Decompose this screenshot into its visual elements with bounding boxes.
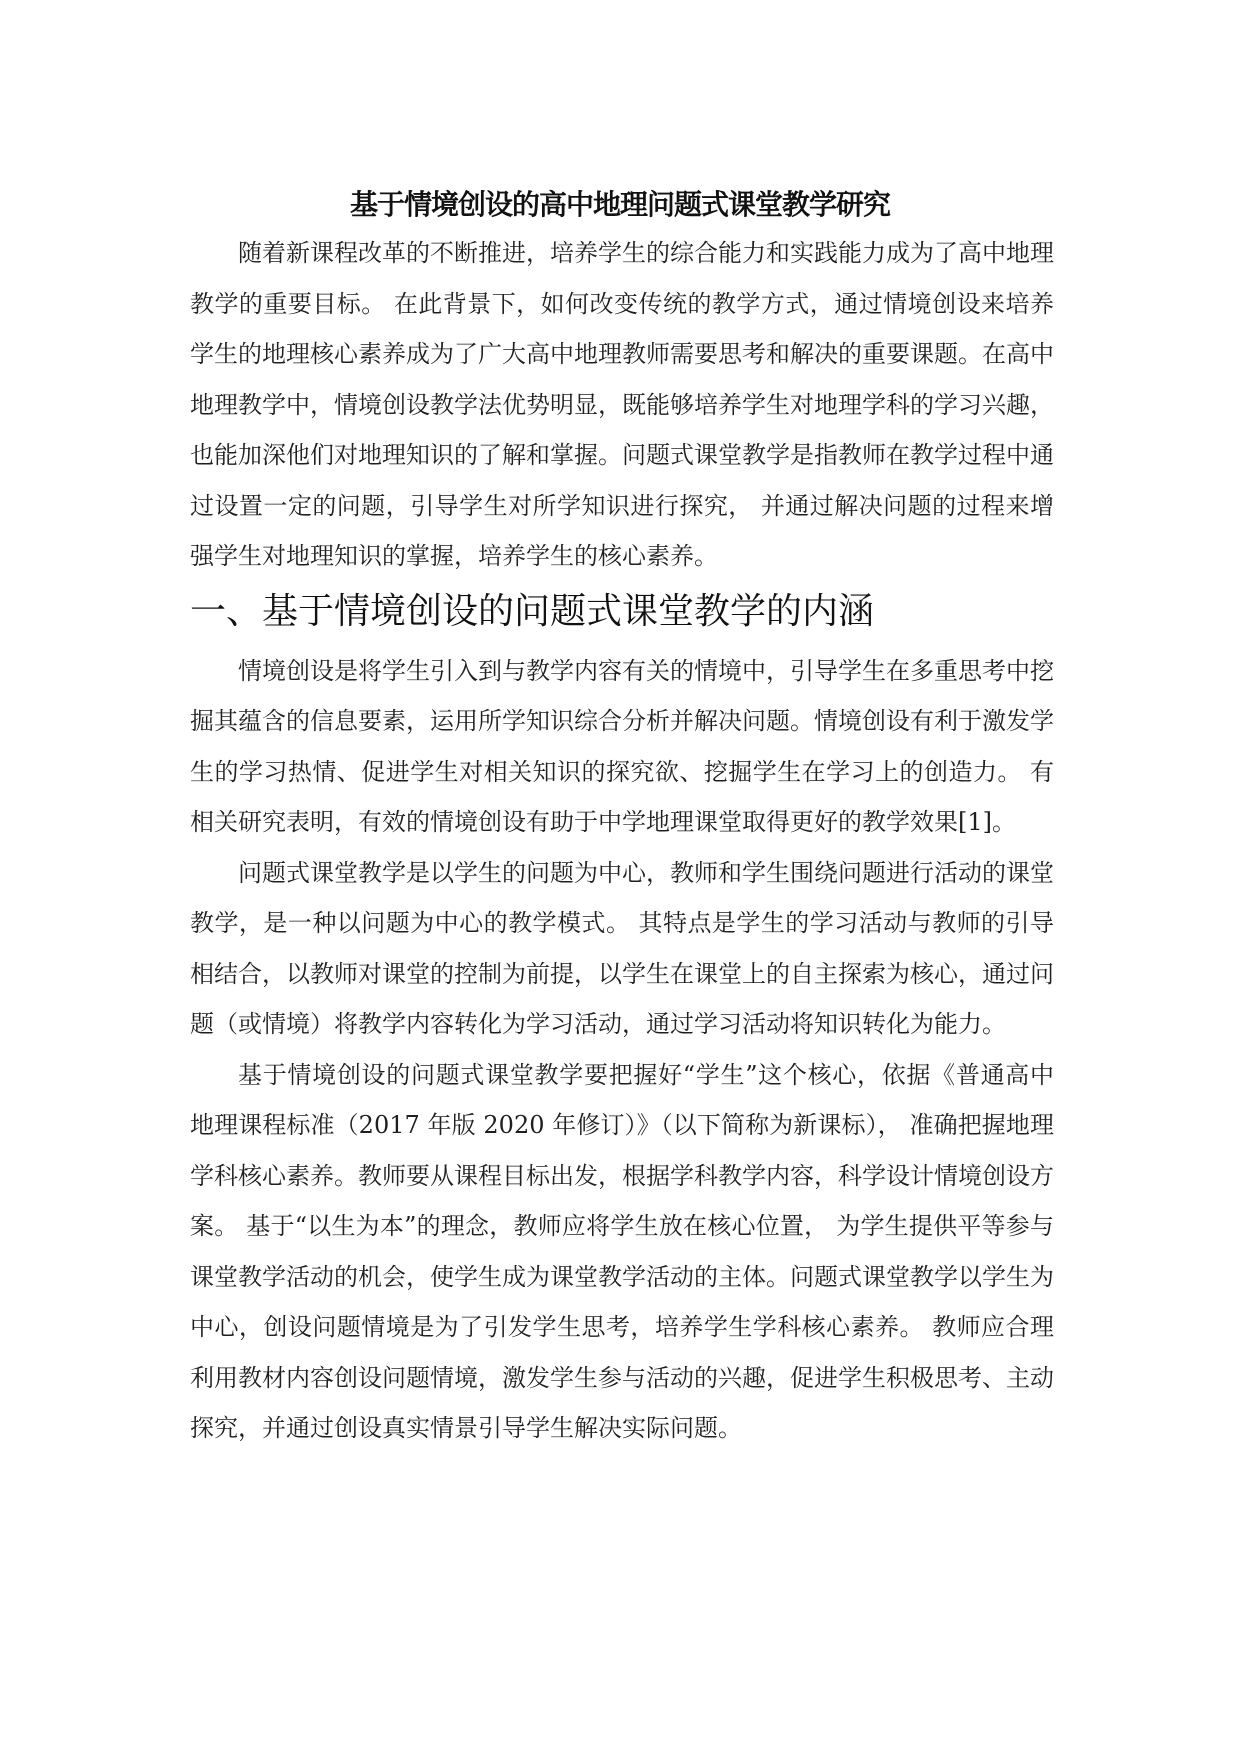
section-heading: 一、基于情境创设的问题式课堂教学的内涵 [190,590,875,632]
document-title: 基于情境创设的高中地理问题式课堂教学研究 [349,187,890,221]
body-paragraph-1: 情境创设是将学生引入到与教学内容有关的情境中，引导学生在多重思考中挖掘其蕴含的信息要素，运用所学知识综合分析并解决问题。情境创设有利于激发学生的学习热情、促进学生对相关知识的探究欲、挖掘学生在学习上的创造力。 有相关研究表明，有效的情境创设有助于中学地理课堂取得更好的教学效果[1]。 [190,656,1054,836]
document-body [190,228,1054,1454]
body-paragraph-3: 基于情境创设的问题式课堂教学要把握好“学生”这个核心，依据《普通高中地理课程标准（2017 年版 2020 年修订）》（以下简称为新课标）， 准确把握地理学科核心素养。教师要从课程目标出发，根据学科教学内容，科学设计情境创设方案。 基于“以生为本”的理念，教师应将学生放在核心位置， 为学生提供平等参与课堂教学活动的机会，使学生成为课堂教学活动的主体。问题式课堂教学以学生为中心，创设问题情境是为了引发学生思考，培养学生学科核心素养。 教师应合理利用教材内容创设问题情境，激发学生参与活动的兴趣，促进学生积极思考、主动探究，并通过创设真实情景引导学生解决实际问题。 [190,1060,1054,1442]
body-paragraph-2: 问题式课堂教学是以学生的问题为中心，教师和学生围绕问题进行活动的课堂教学，是一种以问题为中心的教学模式。 其特点是学生的学习活动与教师的引导相结合，以教师对课堂的控制为前提，以学生在课堂上的自主探索为核心，通过问题（或情境）将教学内容转化为学习活动，通过学习活动将知识转化为能力。 [190,858,1054,1038]
intro-paragraph: 随着新课程改革的不断推进，培养学生的综合能力和实践能力成为了高中地理教学的重要目标。 在此背景下，如何改变传统的教学方式，通过情境创设来培养学生的地理核心素养成为了广大高中地理教师需要思考和解决的重要课题。在高中地理教学中，情境创设教学法优势明显，既能够培养学生对地理学科的学习兴趣，也能加深他们对地理知识的了解和掌握。问题式课堂教学是指教师在教学过程中通过设置一定的问题，引导学生对所学知识进行探究， 并通过解决问题的过程来增强学生对地理知识的掌握，培养学生的核心素养。 [190,239,1054,570]
